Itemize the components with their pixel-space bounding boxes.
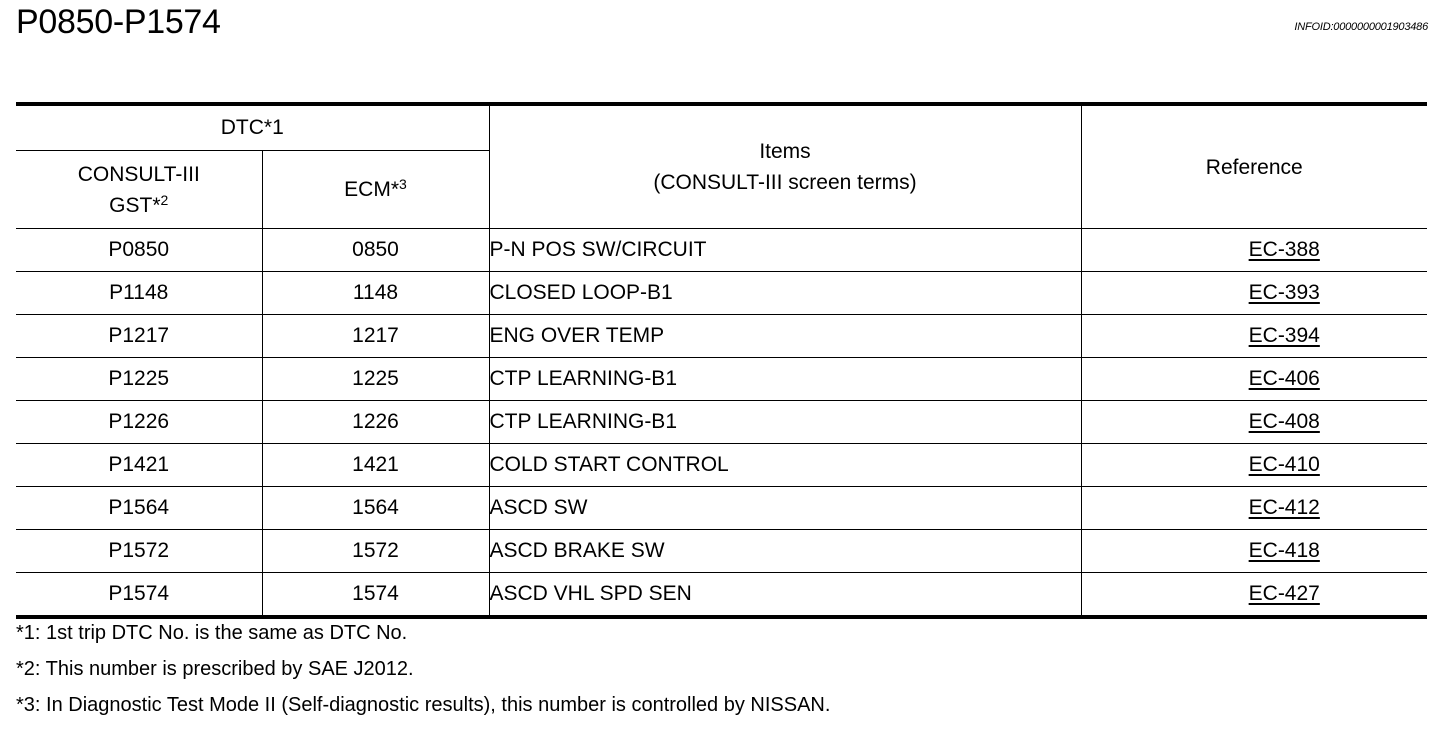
reference-link[interactable]: EC-427 <box>1248 582 1320 605</box>
header-ecm <box>262 151 489 229</box>
ecm-code: 1572 <box>262 530 489 573</box>
ecm-code: 1217 <box>262 315 489 358</box>
header-items-label: Items <box>759 140 811 163</box>
item-name: ASCD BRAKE SW <box>489 530 1081 573</box>
ecm-code: 1225 <box>262 358 489 401</box>
header-items <box>489 104 1081 229</box>
footnote: *3: In Diagnostic Test Mode II (Self-diagnostic results), this number is controlled by NISSAN. <box>16 694 831 716</box>
table-row <box>16 229 1427 272</box>
header-gst-label: GST* <box>109 193 161 217</box>
dtc-code: P1572 <box>16 530 262 573</box>
header-dtc: DTC*1 <box>16 104 489 151</box>
page-title: P0850-P1574 <box>16 3 221 41</box>
reference-link[interactable]: EC-410 <box>1248 453 1320 476</box>
dtc-code: P1564 <box>16 487 262 530</box>
table-row <box>16 358 1427 401</box>
reference-link[interactable]: EC-388 <box>1248 238 1320 261</box>
item-name: P-N POS SW/CIRCUIT <box>489 229 1081 272</box>
header-reference: Reference <box>1081 104 1427 229</box>
ecm-code: 1574 <box>262 573 489 618</box>
item-name: COLD START CONTROL <box>489 444 1081 487</box>
item-name: ASCD VHL SPD SEN <box>489 573 1081 618</box>
item-name: CLOSED LOOP-B1 <box>489 272 1081 315</box>
dtc-code: P1574 <box>16 573 262 618</box>
reference-link[interactable]: EC-406 <box>1248 367 1320 390</box>
dtc-code: P1225 <box>16 358 262 401</box>
table-row <box>16 530 1427 573</box>
table-row <box>16 401 1427 444</box>
table-row <box>16 487 1427 530</box>
item-name: CTP LEARNING-B1 <box>489 401 1081 444</box>
footnotes <box>16 618 830 726</box>
dtc-code: P1421 <box>16 444 262 487</box>
reference-link[interactable]: EC-394 <box>1248 324 1320 347</box>
dtc-code: P1217 <box>16 315 262 358</box>
table-row <box>16 272 1427 315</box>
ecm-code: 0850 <box>262 229 489 272</box>
table-row <box>16 573 1427 618</box>
ecm-code: 1564 <box>262 487 489 530</box>
dtc-code: P0850 <box>16 229 262 272</box>
header-items-sublabel: (CONSULT-III screen terms) <box>653 171 917 194</box>
reference-link[interactable]: EC-418 <box>1248 539 1320 562</box>
dtc-code: P1148 <box>16 272 262 315</box>
ecm-code: 1148 <box>262 272 489 315</box>
reference-link[interactable]: EC-408 <box>1248 410 1320 433</box>
reference-link[interactable]: EC-412 <box>1248 496 1320 519</box>
footnote: *1: 1st trip DTC No. is the same as DTC No. <box>16 622 408 644</box>
dtc-table <box>16 102 1427 619</box>
header-consult-gst <box>16 151 262 229</box>
item-name: ENG OVER TEMP <box>489 315 1081 358</box>
info-id: INFOID:0000000001903486 <box>1294 21 1428 33</box>
item-name: CTP LEARNING-B1 <box>489 358 1081 401</box>
header-ecm-label: ECM* <box>344 178 400 201</box>
header-consult-label: CONSULT-III <box>77 162 200 186</box>
table-row <box>16 315 1427 358</box>
table-row <box>16 444 1427 487</box>
dtc-code: P1226 <box>16 401 262 444</box>
ecm-code: 1421 <box>262 444 489 487</box>
reference-link[interactable]: EC-393 <box>1248 281 1320 304</box>
header-gst-sup: 2 <box>160 191 169 208</box>
item-name: ASCD SW <box>489 487 1081 530</box>
ecm-code: 1226 <box>262 401 489 444</box>
header-ecm-sup: 3 <box>399 176 407 192</box>
footnote: *2: This number is prescribed by SAE J2012. <box>16 658 414 680</box>
